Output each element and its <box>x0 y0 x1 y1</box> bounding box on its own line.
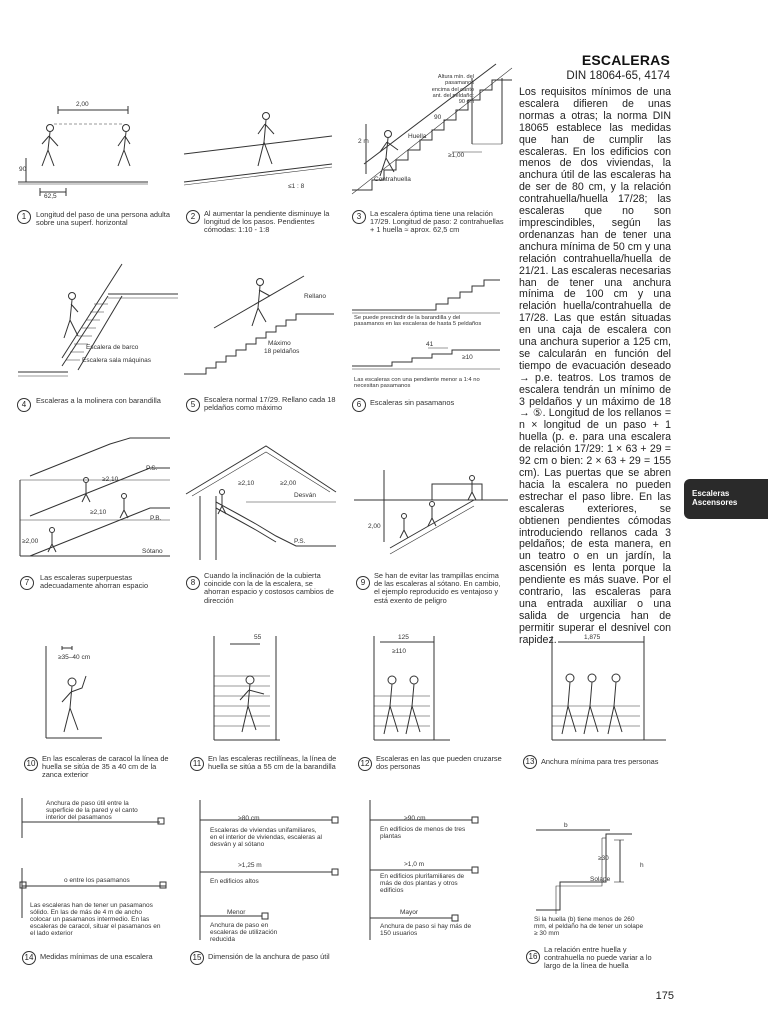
f8-desvan: Desván <box>294 492 317 499</box>
figure-12-illustration <box>370 636 450 742</box>
f12-dim2: ≥110 <box>392 648 406 655</box>
figure-12-caption: Escaleras en las que pueden cruzarse dos personas <box>376 754 502 772</box>
figure-13-number: 13 <box>523 755 537 769</box>
f15-80-text: Escaleras de viviendas unifamiliares, en el interior de viviendas, escaleras al desván y al sótano <box>210 827 323 848</box>
f16-solape: Solape <box>590 876 611 883</box>
f8-210: ≥2,10 <box>238 480 255 487</box>
f14-text1: Anchura de paso útil entre la superficie de la pared y el canto interior del pasamanos <box>46 800 138 821</box>
f6-note2: Las escaleras con una pendiente menor a 1:4 no necesitan pasamanos <box>354 377 480 390</box>
f16-note: Si la huella (b) tiene menos de 260 mm, el peldaño ha de tener un solape ≥ 30 mm <box>534 916 644 937</box>
f7-200: ≥2,00 <box>22 538 39 545</box>
figure-7-caption: Las escaleras superpuestas adecuadamente ahorran espacio <box>40 573 149 591</box>
f14-text2: o entre los pasamanos <box>64 877 130 884</box>
figure-3-number: 3 <box>352 210 366 224</box>
f12-dim1: 125 <box>398 634 409 641</box>
figure-12-number: 12 <box>358 757 372 771</box>
figure-3-caption: La escalera óptima tiene una relación 17/29. Longitud de paso: 2 contrahuellas + 1 huella ≈ aprox. 62,5 cm <box>370 209 504 235</box>
section-tab-line1: Escaleras <box>692 489 730 498</box>
f3-dim-100: ≥1,00 <box>448 152 465 159</box>
figure-8-caption: Cuando la inclinación de la cubierta coincide con la de la escalera, se ahorran espacio y costosos cambios de dirección <box>204 571 334 605</box>
figure-15-number: 15 <box>190 951 204 965</box>
figure-16-illustration <box>536 820 646 914</box>
f15-125-text: En edificios altos <box>210 878 259 885</box>
figure-8-number: 8 <box>186 576 200 590</box>
figure-2-number: 2 <box>186 210 200 224</box>
figure-5-caption: Escalera normal 17/29. Rellano cada 18 peldaños como máximo <box>204 395 336 413</box>
f1-dim-left: 90 <box>19 166 27 173</box>
f15-menor: Menor <box>227 909 246 916</box>
f7-ps: P.S. <box>146 465 158 472</box>
f16-30: ≥30 <box>598 855 609 862</box>
figure-16-number: 16 <box>526 950 540 964</box>
figure-11-caption: En las escaleras rectilíneas, la línea de huella se sitúa a 55 cm de la barandilla <box>208 754 337 772</box>
f2-slope: ≤1 : 8 <box>288 183 305 190</box>
f7-sotano: Sótano <box>142 548 163 555</box>
figure-9-number: 9 <box>356 576 370 590</box>
f4-barco: Escalera de barco <box>86 344 139 351</box>
section-tab[interactable] <box>684 479 768 519</box>
f15-80: >80 cm <box>238 815 260 822</box>
f15-125: >1,25 m <box>238 862 262 869</box>
f16-h: h <box>640 862 644 869</box>
f10-dim: ≥35–40 cm <box>58 654 91 661</box>
f1-dim-top: 2,00 <box>76 101 89 108</box>
figure-2-caption: Al aumentar la pendiente disminuye la longitud de los pasos. Pendientes cómodas: 1:10 - 1:8 <box>204 209 330 235</box>
f9-200: 2,00 <box>368 523 381 530</box>
f8-200: ≥2,00 <box>280 480 297 487</box>
figure-6-caption: Escaleras sin pasamanos <box>370 398 455 407</box>
f15-menor-text: Anchura de paso en escaleras de utilización reducida <box>210 922 278 943</box>
f14-text3: Las escaleras han de tener un pasamanos sólido. En las de más de 4 m de ancho colocar un pasamanos intermedio. En las escaleras de caracol, situar el pasamanos en el lado exterior <box>30 902 161 937</box>
f3-note: Altura mín. del pasamanos encima del canto ant. del peldaño: 90 cm <box>431 74 474 106</box>
f5-18: 18 peldaños <box>264 348 300 355</box>
figure-11-illustration <box>210 636 280 742</box>
page-subtitle: DIN 18064-65, 4174 <box>566 70 670 82</box>
figure-14-caption: Medidas mínimas de una escalera <box>40 952 153 961</box>
figure-4-number: 4 <box>17 398 31 412</box>
f5-max: Máximo <box>268 340 291 347</box>
figure-7-number: 7 <box>20 576 34 590</box>
f15-mayor-text: Anchura de paso si hay más de 150 usuarios <box>380 923 472 937</box>
figure-7-illustration <box>20 436 170 562</box>
figure-1-illustration <box>18 98 168 202</box>
figure-9-illustration <box>354 470 508 560</box>
f13-dim: 1,875 <box>584 634 601 641</box>
f7-pb: P.B. <box>150 515 162 522</box>
figure-10-number: 10 <box>24 757 38 771</box>
figure-5-number: 5 <box>186 398 200 412</box>
figure-13-illustration <box>548 636 668 742</box>
f5-rellano: Rellano <box>304 293 327 300</box>
f3-huella: Huella <box>408 133 427 140</box>
f3-dim-2m: 2 m <box>358 138 369 145</box>
f8-ps: P.S. <box>294 538 306 545</box>
section-tab-line2: Ascensores <box>692 498 738 507</box>
f7-210b: ≥2,10 <box>90 509 107 516</box>
figure-16-caption: La relación entre huella y contrahuella no puede variar a lo largo de la línea de huella <box>544 945 652 971</box>
figure-15-caption: Dimensión de la anchura de paso útil <box>208 952 330 961</box>
f4-maquinas: Escalera sala máquinas <box>82 357 152 364</box>
f6-dim-10: ≥10 <box>462 354 473 361</box>
f6-dim-41: 41 <box>426 341 434 348</box>
figure-10-caption: En las escaleras de caracol la línea de huella se sitúa de 35 a 40 cm de la zanca exterior <box>42 754 169 780</box>
f15-10: >1,0 m <box>404 861 425 868</box>
f1-dim-bottom: 62,5 <box>44 193 57 200</box>
figure-1-number: 1 <box>17 210 31 224</box>
figure-4-caption: Escaleras a la molinera con barandilla <box>36 396 161 405</box>
f16-b: b <box>564 822 568 829</box>
f3-contrahuella: Contrahuella <box>374 176 411 183</box>
f11-dim: 55 <box>254 634 262 641</box>
figure-11-number: 11 <box>190 757 204 771</box>
f7-210a: ≥2,10 <box>102 476 119 483</box>
figure-2-illustration <box>184 108 334 192</box>
body-text: Los requisitos mínimos de una escalera difieren de unas normas a otras; la norma DIN 18065 establece las medidas que han de cumplir las escaleras. En los edificios con menos de dos viviendas, la anchura útil de las escaleras ha de ser de 80 cm, y la relación contrahuella/huella 17/28; las escaleras que no son imprescindibles, según las ordenanzas han de tener una anchura mínima de 50 cm y una relación contrahuella/huella de 21/21. Las escaleras necesarias han de tener una anchura mínima de 100 cm y una relación huella/contrahuella de 17/28. Las que están situadas en una caja de escalera con una anchura superior a 125 cm, se calcularán en función del tiempo de evacuación deseado → p.e. teatros. Los tramos de escalera tendrán un mínimo de 3 peldaños y un máximo de 18 → ⑤. Longitud de los rellanos = n × longitud de un paso + 1 huella (p. e. para una escalera de relación 17/29: 1 × 63 + 29 = 92 cm o bien: 2 × 63 + 29 = 155 cm). Las puertas que se abren hacia la escalera no pueden estrechar el paso libre. En las escaleras exteriores, se obtienen pendientes cómodas introduciendo rellanos cada 3 peldaños; de esta manera, en un teatro o en un jardín, la ascensión es lenta porque la pendiente es más suave. Por el contrario, las escaleras para una entrada auxiliar o una salida de urgencia han de permitir superar el desnivel con rapidez. <box>519 86 671 646</box>
figure-13-caption: Anchura mínima para tres personas <box>541 757 659 766</box>
f3-dim-90: 90 <box>434 114 442 121</box>
f15-90: >90 cm <box>404 815 426 822</box>
f6-note1: Se puede prescindir de la barandilla y del pasamanos en las escaleras de hasta 5 peldaños <box>354 315 482 328</box>
figure-1-caption: Longitud del paso de una persona adulta sobre una superf. horizontal <box>36 210 170 228</box>
f15-10-text: En edificios plurifamiliares de más de dos plantas y otros edificios <box>380 873 465 894</box>
figure-6-number: 6 <box>352 398 366 412</box>
figure-9-caption: Se han de evitar las trampillas encima de las escaleras al sótano. En cambio, el ejemplo reproducido es ventajoso y está exento de peligro <box>374 571 501 605</box>
page-title: ESCALERAS <box>581 52 670 68</box>
page-number: 175 <box>655 990 674 1002</box>
figure-8-illustration <box>186 444 336 562</box>
f15-90-text: En edificios de menos de tres plantas <box>380 826 466 840</box>
figure-5-illustration <box>184 270 338 380</box>
f15-mayor: Mayor <box>400 909 419 916</box>
figure-14-number: 14 <box>22 951 36 965</box>
